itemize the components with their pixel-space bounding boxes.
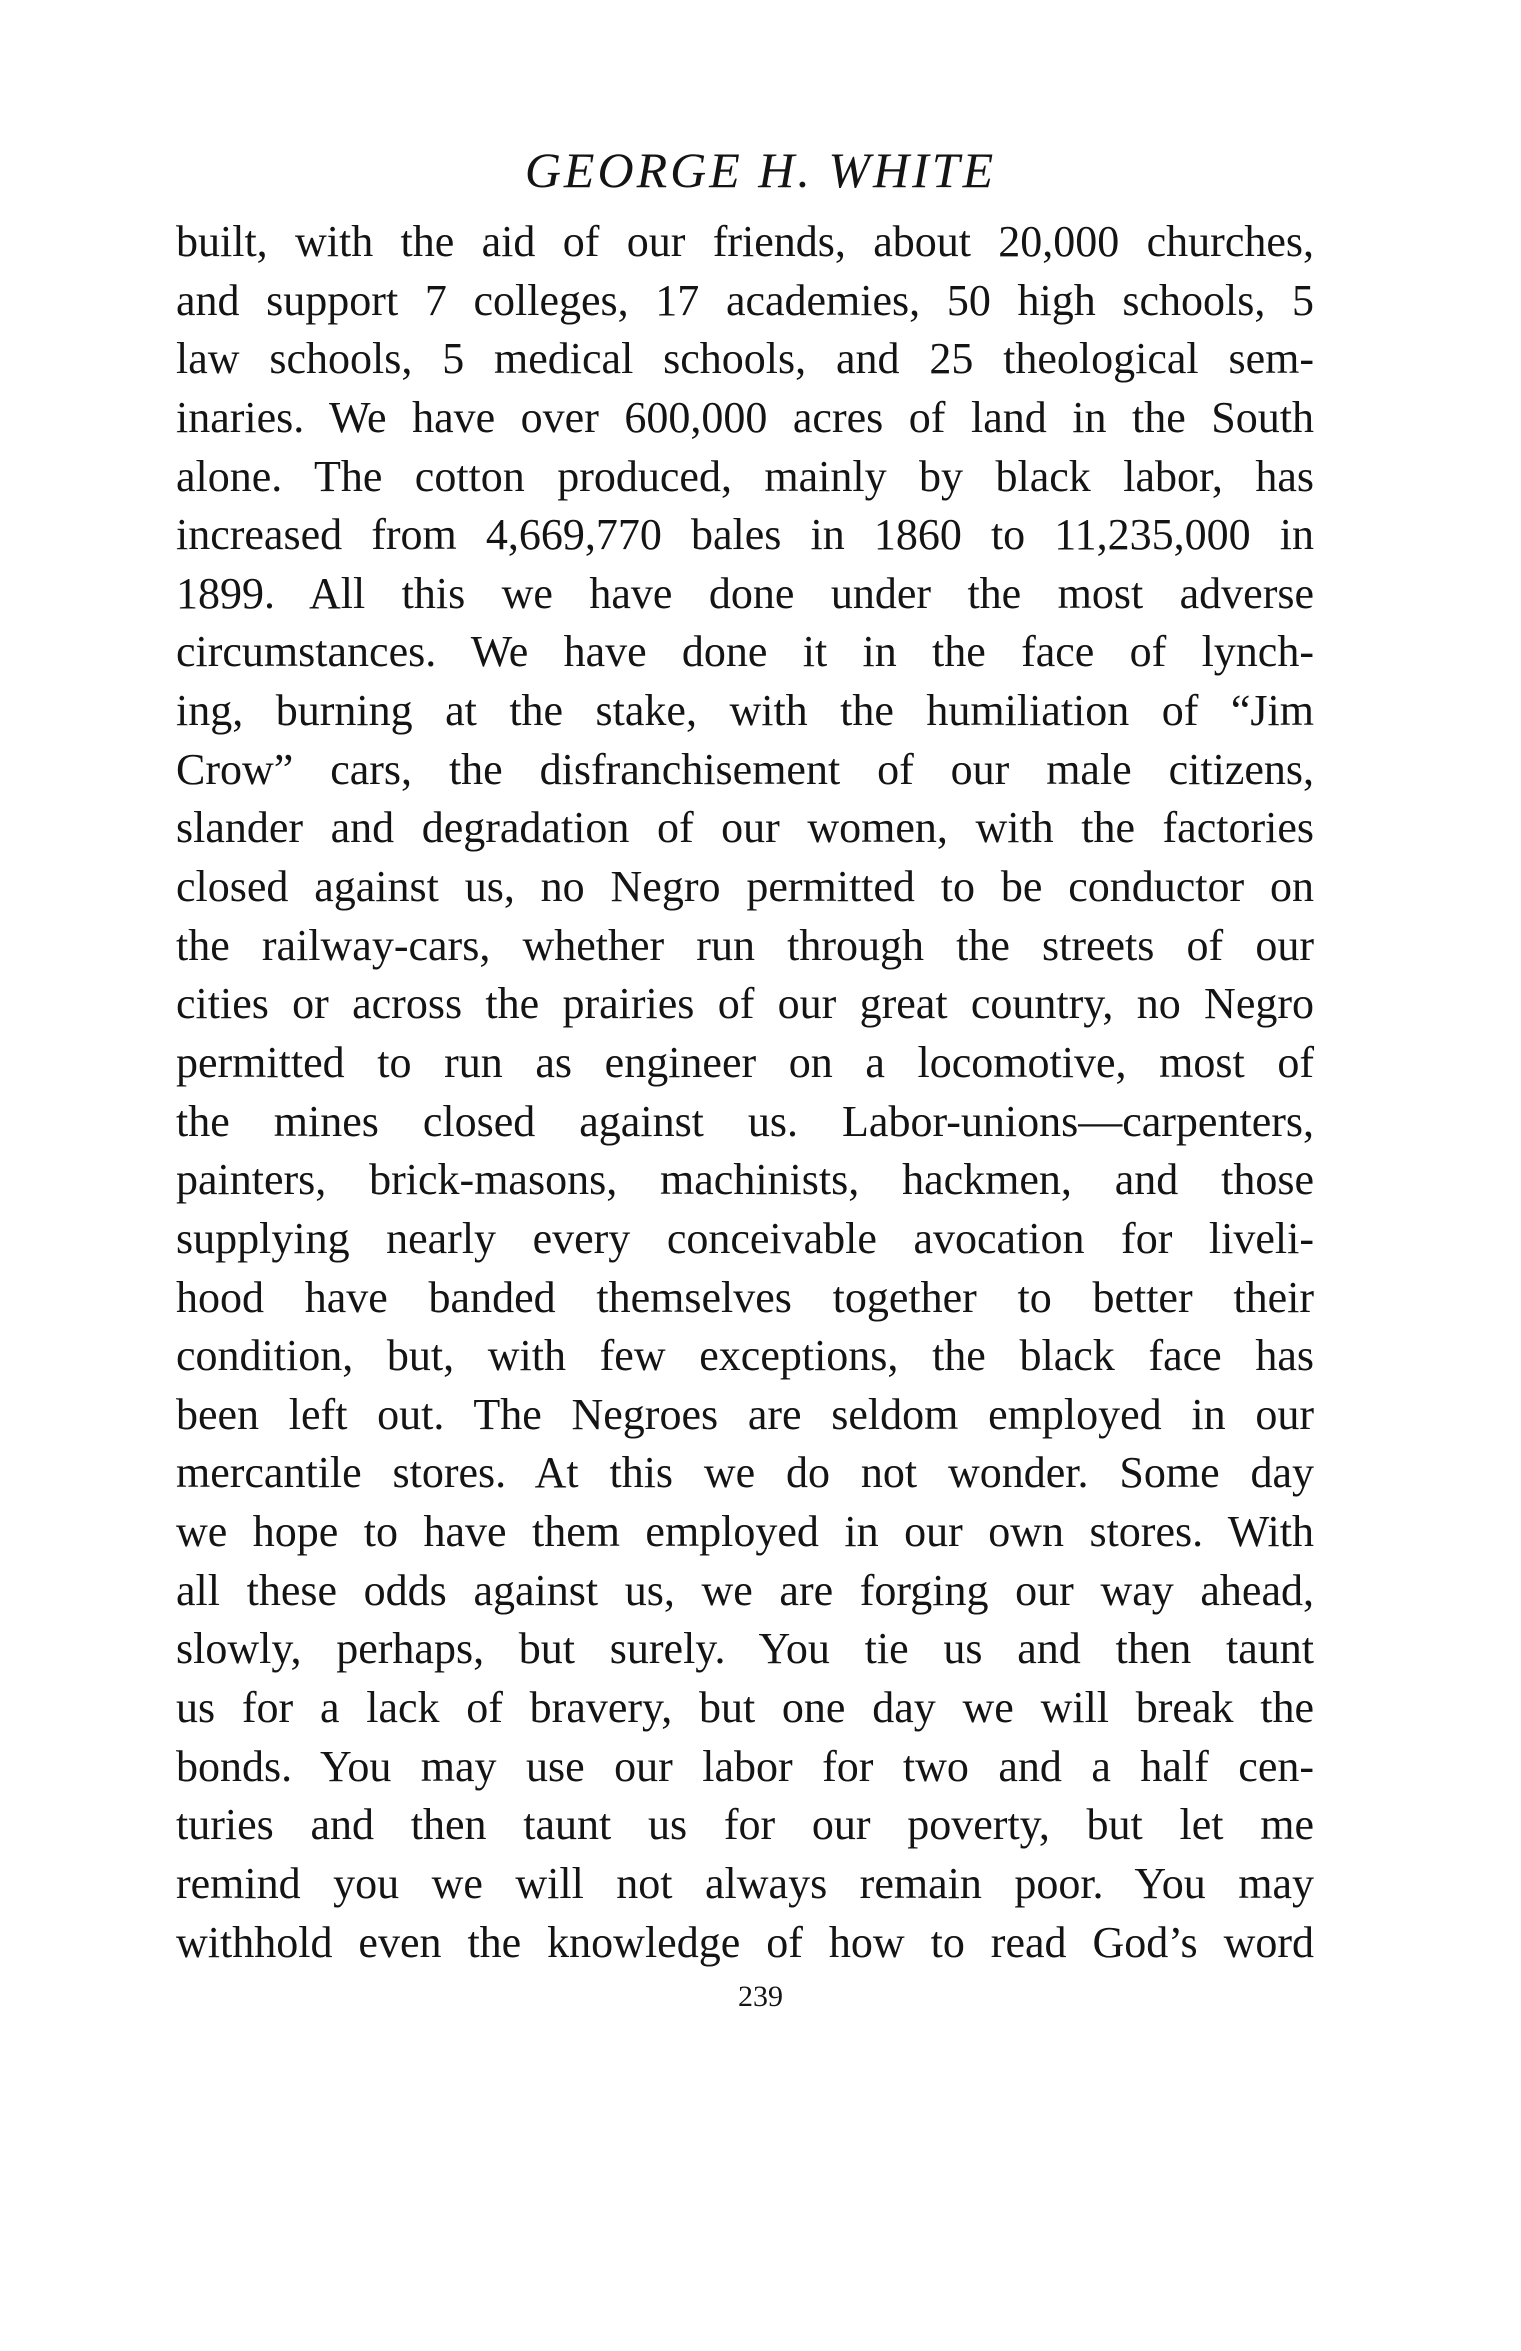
text-line: turies and then taunt us for our poverty, but let me <box>176 1800 1314 1850</box>
text-line: withhold even the knowledge of how to read God’s word <box>176 1917 1314 1967</box>
text-line: permitted to run as engineer on a locomotive, most of <box>176 1037 1314 1087</box>
text-line: the mines closed against us. Labor-unions—carpenters, <box>176 1096 1314 1146</box>
text-line: 1899. All this we have done under the most adverse <box>176 568 1314 618</box>
text-line: been left out. The Negroes are seldom employed in our <box>176 1389 1314 1439</box>
page-number: 239 <box>738 1980 783 2013</box>
text-line: Crow” cars, the disfranchisement of our male citizens, <box>176 744 1314 794</box>
text-line: law schools, 5 medical schools, and 25 theological sem- <box>176 334 1314 384</box>
running-head: GEORGE H. WHITE <box>524 142 997 198</box>
text-line: all these odds against us, we are forging our way ahead, <box>176 1565 1314 1615</box>
text-line: mercantile stores. At this we do not wonder. Some day <box>176 1448 1314 1498</box>
text-line: the railway-cars, whether run through the streets of our <box>176 920 1314 970</box>
text-line: slander and degradation of our women, with the factories <box>176 803 1314 853</box>
text-line: alone. The cotton produced, mainly by black labor, has <box>176 451 1314 501</box>
text-line: condition, but, with few exceptions, the black face has <box>176 1331 1314 1381</box>
body-paragraph <box>176 213 1314 1972</box>
text-line: cities or across the prairies of our great country, no Negro <box>176 979 1314 1029</box>
text-line: inaries. We have over 600,000 acres of land in the South <box>176 392 1314 442</box>
text-line: built, with the aid of our friends, about 20,000 churches, <box>176 217 1314 266</box>
text-line: slowly, perhaps, but surely. You tie us and then taunt <box>176 1624 1314 1674</box>
text-line: painters, brick-masons, machinists, hackmen, and those <box>176 1155 1314 1205</box>
text-line: circumstances. We have done it in the face of lynch- <box>176 627 1314 677</box>
text-line: closed against us, no Negro permitted to be conductor on <box>176 862 1314 912</box>
text-line: remind you we will not always remain poor. You may <box>176 1858 1314 1908</box>
text-line: bonds. You may use our labor for two and a half cen- <box>176 1741 1314 1791</box>
text-line: we hope to have them employed in our own stores. With <box>176 1507 1314 1557</box>
text-line: increased from 4,669,770 bales in 1860 to 11,235,000 in <box>176 510 1314 560</box>
text-line: ing, burning at the stake, with the humiliation of “Jim <box>176 686 1314 736</box>
text-line: hood have banded themselves together to better their <box>176 1272 1314 1322</box>
text-line: and support 7 colleges, 17 academies, 50 high schools, 5 <box>176 275 1314 325</box>
text-line: us for a lack of bravery, but one day we will break the <box>176 1683 1314 1733</box>
text-line: supplying nearly every conceivable avocation for liveli- <box>176 1213 1314 1263</box>
